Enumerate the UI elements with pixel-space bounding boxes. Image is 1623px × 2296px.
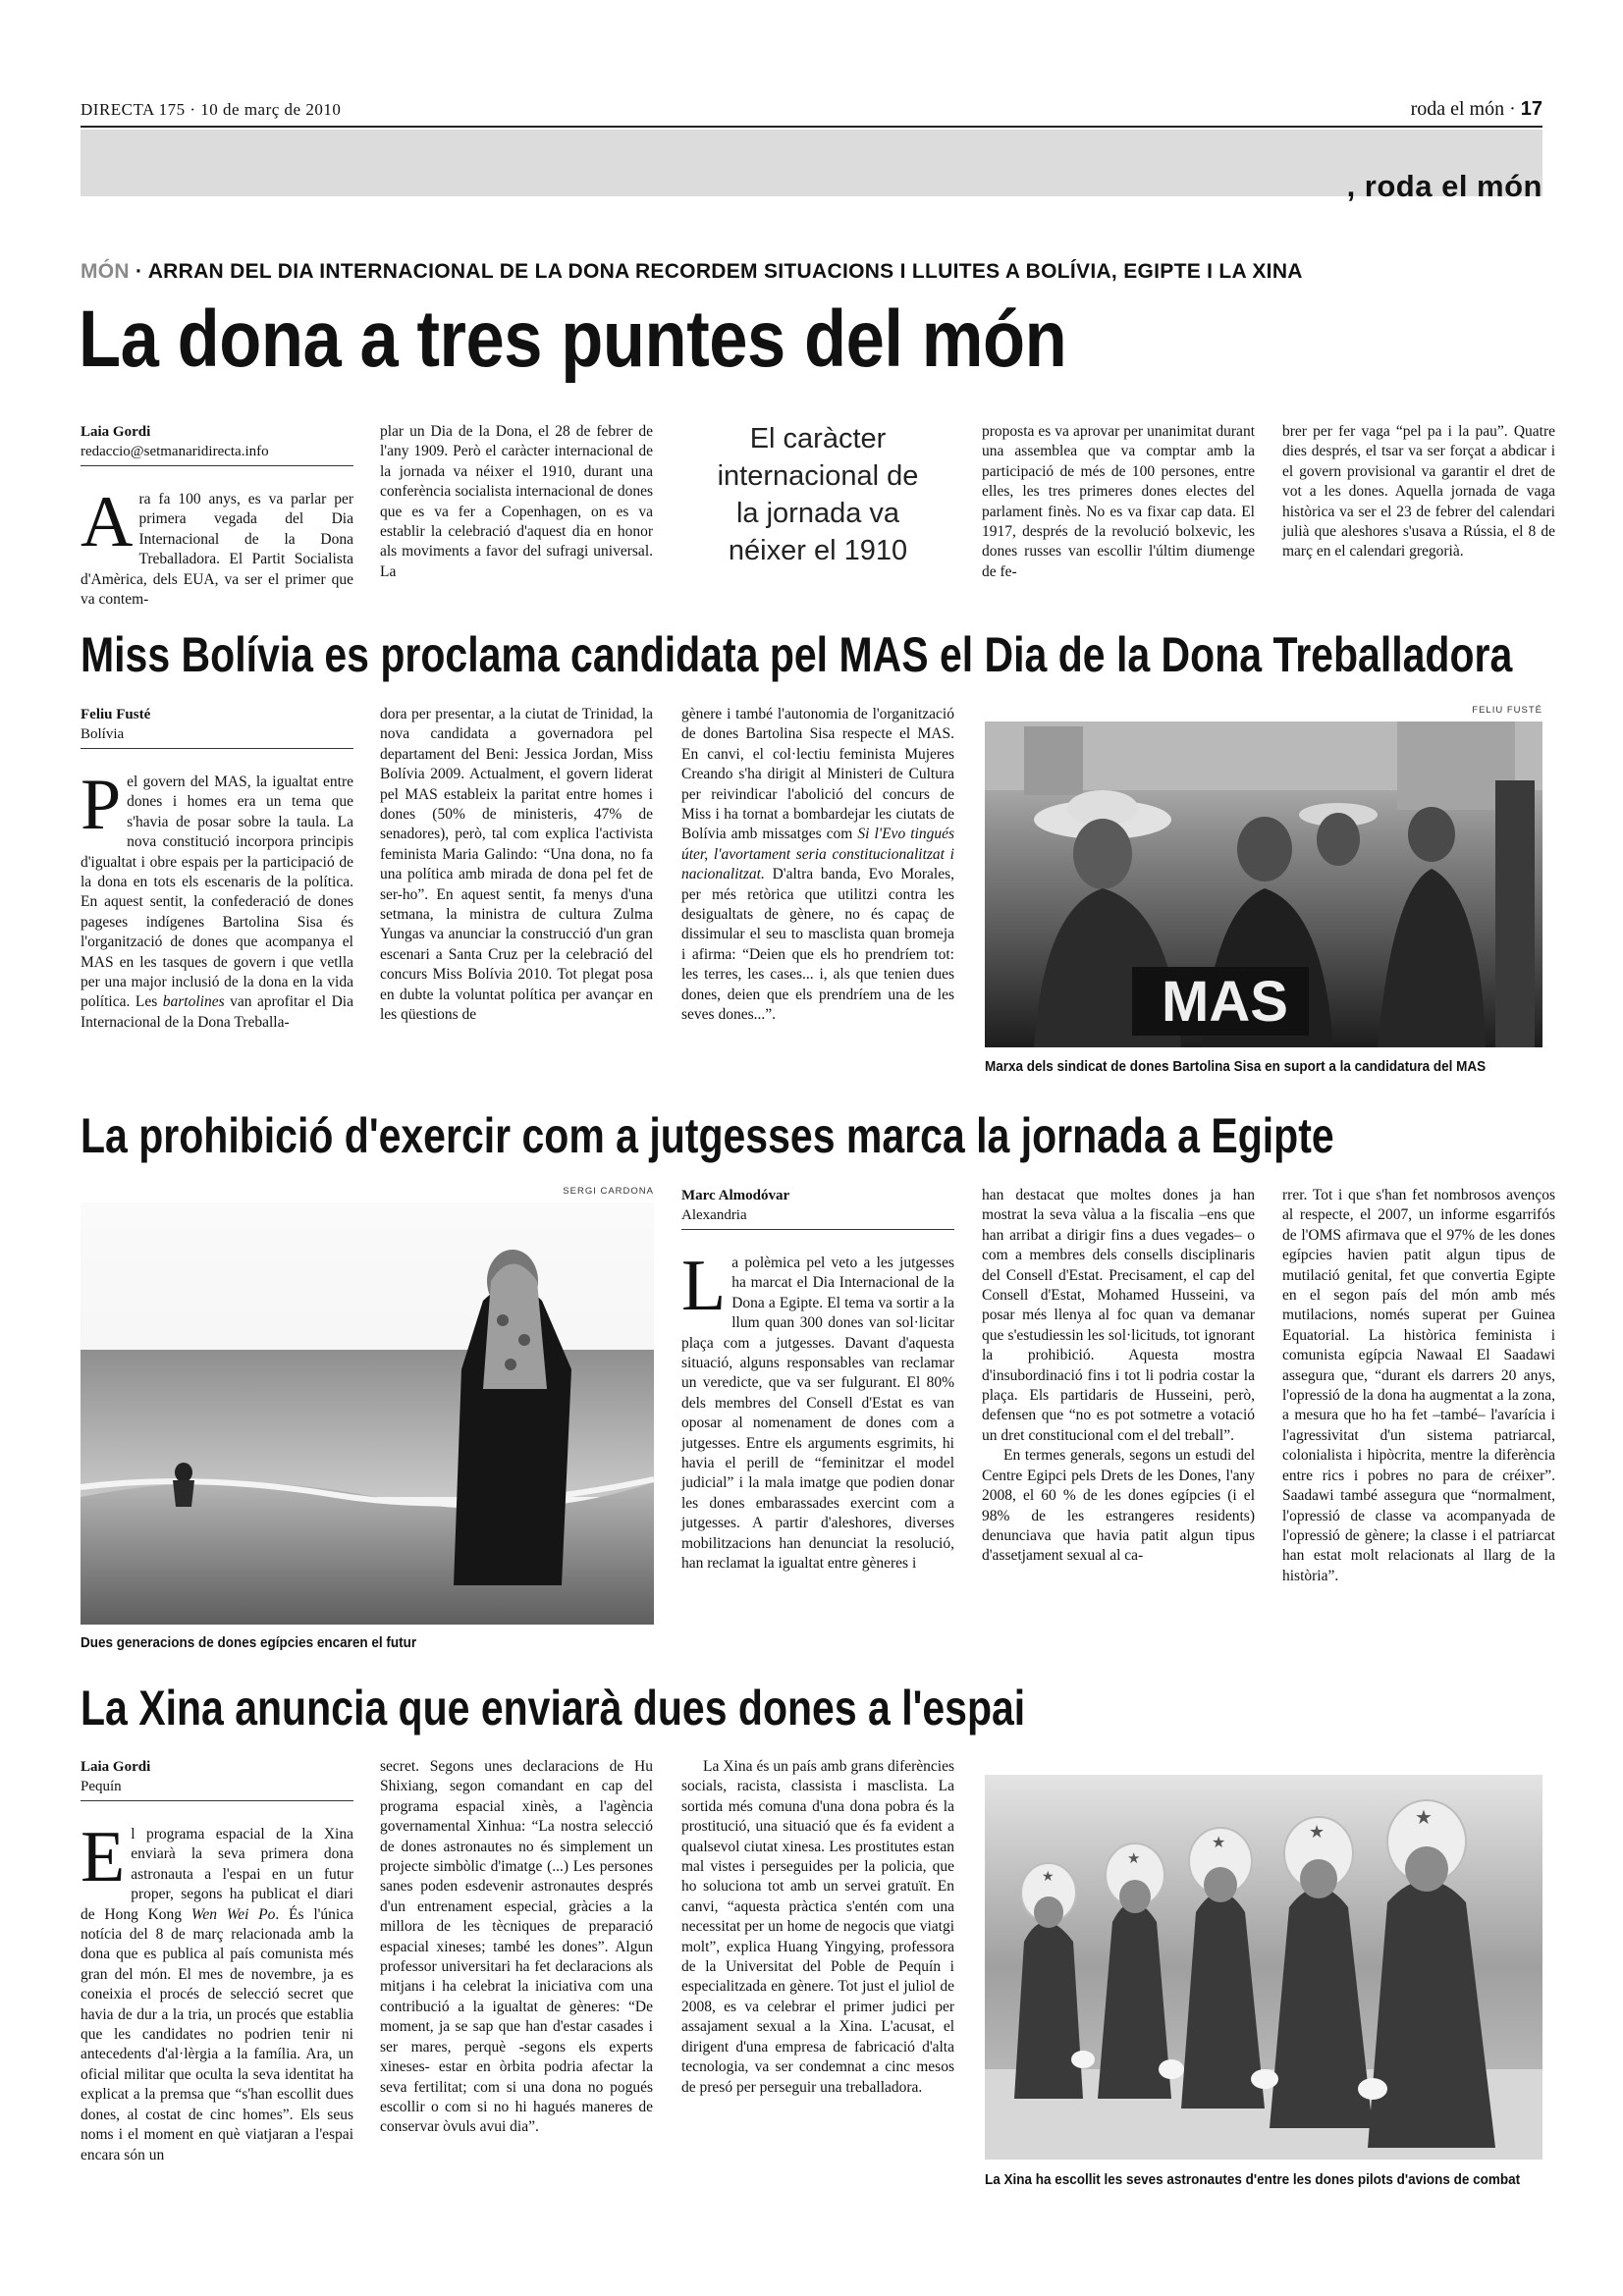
article3-photo-caption: Dues generacions de dones egípcies encaren el futur [81, 1634, 417, 1651]
article4-headline: La Xina anuncia que enviarà dues dones a l'espai [81, 1681, 1026, 1735]
running-head-section [1411, 98, 1542, 121]
article1-author: Laia Gordi [81, 424, 151, 440]
article2-text-3-em: Si l'Evo tingués úter, l'avortament seria constitucionalitzat i nacionalitzat. [681, 826, 954, 883]
article3-photo-credit: SERGI CARDONA [563, 1186, 654, 1197]
article1-text-4: proposta es va aprovar per unanimitat durant una assemblea que va comptar amb la participació de més de 100 persones, entre elles, les tres primeres dones electes del parlament finès. No es va fixar cap data. El 1917, després de la revolució bolxevic, les dones russes van escollir l'últim diumenge de fe- [982, 423, 1255, 580]
main-headline: La dona a tres puntes del món [79, 294, 1067, 384]
article1-drop-cap: A [81, 482, 134, 562]
kicker-section: MÓN [81, 260, 130, 283]
china-astronauts-photo [985, 1775, 1542, 2160]
article4-place: Pequín [81, 1779, 122, 1794]
article1-text-5: brer per fer vaga “pel pa i la pau”. Quatre dies després, el tsar va ser forçat a abdicar i el govern provisional va garantir el dret de vot a les dones. Aquella jornada de vaga històrica va ser el 23 de febrer del calendari julià que aleshores s'usava a Rússia, el 8 de març en el calendari gregorià. [1282, 423, 1555, 561]
article2-headline: Miss Bolívia es proclama candidata pel MAS el Dia de la Dona Treballadora [81, 627, 1513, 682]
article2-col3 [681, 705, 954, 1078]
article3-col1 [681, 1186, 954, 1647]
section-band [81, 130, 1542, 196]
article3-byline [681, 1186, 954, 1225]
article2-text-2: dora per presentar, a la ciutat de Trinidad, la nova candidata a governadora pel departament del Beni: Jessica Jordan, Miss Bolívia 2009. Actualment, el govern liderat pel MAS estableix la paritat entre homes i dones (50% de ministeris, 47% de senadores), però, tal com explica l'activista feminista Maria Galindo: “Una dona, no fa una política amb mirada de dona pel fet de ser-ho”. En aquest sentit, fa menys d'una setmana, la ministra de cultura Zulma Yungas va anunciar la construcció d'un gran escenari a Santa Cruz per la celebració del concurs Miss Bolívia 2010. Tot plegat posa en dubte la voluntat política per avançar en les qüestions de [380, 706, 653, 1024]
article2-col1 [81, 705, 353, 1078]
article2-photo-credit: FELIU FUSTÉ [1472, 705, 1542, 716]
article4-text-2: secret. Segons unes declaracions de Hu Shixiang, segon comandant en cap del programa espacial xinès, a l'agència governamental Xinhua: “La nostra selecció de dones astronautes no és simplement un projecte simbòlic d'imatge (...) Les persones sanes poden esdevenir astronautes després d'un entrenament especial, gràcies a la millora de les tècniques de preparació espacial xineses; també les dones”. Algun professor universitari ha fet declaracions als mitjans i ha celebrat la iniciativa com una contribució a la igualtat de gèneres: “De moment, ja se sap que han d'estar casades i ser mares, perquè -segons els experts xineses- estar en òrbita podria afectar la seva fertilitat; com si una dona no pogués escollir o com si no hi hagués maneres de conservar òvuls avui dia”. [380, 1758, 653, 2136]
article4-drop-cap: E [81, 1817, 126, 1897]
article3-text-1: a polèmica pel veto a les jutgesses ha marcat el Dia Internacional de la Dona a Egipte. El tema va sortir a la llum quan 300 dones van sol·licitar plaça com a jutgesses. Davant d'aquesta situació, alguns responsables van reclamar un veredicte, que va ser fulgurant. El 80% dels membres del Consell d'Estat es van oposar al nomenament de dones com a jutgesses. Entre els arguments esgrimits, hi havia el perill de “feminitzar el model judicial” i la mala imatge que podien donar les dones embarassades exercint com a jutgesses. A partir d'aleshores, diverses mobilitzacions han denunciat la resolució, han reclamat la igualtat entre gèneres i [681, 1255, 954, 1573]
article4-text-1-em: Wen Wei Po [190, 1905, 276, 1923]
article2-byline [81, 705, 353, 744]
kicker-text: · ARRAN DEL DIA INTERNACIONAL DE LA DONA RECORDEM SITUACIONS I LLUITES A BOLÍVIA, EGIPTE I LA XINA [129, 260, 1303, 283]
article4-text-1b: . És l'única notícia del 8 de març relacionada amb la dona que es publica al país comunista més gran del món. El mes de novembre, ja es coneixia el procés de selecció secret que havia de dur a la tria, un procés que establia que les candidates no podrien tenir ni antecedents d'al·lèrgia a la família. Ara, un oficial militar que oculta la seva identitat ha explicat a la premsa que “s'han escollit dues dones, al costat de cinc homes”. Els seus noms i el moment en què viatjaran a l'espai encara són un [81, 1905, 353, 2163]
article1-text-2: plar un Dia de la Dona, el 28 de febrer de l'any 1909. Però el caràcter internacional de la jornada va néixer el 1910, durant una conferència socialista internacional de dones que es va fer a Copenhagen, on es va establir la celebració d'aquest dia en honor als moviments a favor del sufragi universal. La [380, 423, 653, 580]
article2-col2 [380, 705, 653, 1078]
article2-byline-rule [81, 748, 353, 749]
article1-col5 [1282, 422, 1555, 597]
article3-text-2a: han destacat que moltes dones ja han mostrat la seva vàlua a la fiscalia –ens que han arribat a dirigir fins a dues vegades– o com a membres dels consells disciplinaris del Consell d'Estat. Precisament, el cap del Consell d'Estat, Mohamed Husseini, va posar més llenya al foc quan va demanar que s'estudiessin les sol·licituds, tot ignorant la prohibició. Aquesta mostra d'insubordinació fins i tot li podria costar la plaça. Els partidaris de Husseini, però, defensen que “no es pot sotmetre a votació un dret constitucional com el del treball”. [982, 1187, 1255, 1444]
page-number: 17 [1520, 98, 1542, 120]
article1-text-1: ra fa 100 anys, es va parlar per primera vegada del Dia Internacional de la Dona Treballadora. El Partit Socialista d'Amèrica, dels EUA, va ser el primer que va contem- [81, 491, 353, 609]
header-rule [81, 126, 1542, 128]
article3-place: Alexandria [681, 1207, 747, 1223]
article4-col3 [681, 1757, 954, 2228]
kicker [81, 260, 1303, 284]
svg-text:★: ★ [1127, 1849, 1141, 1867]
svg-text:★: ★ [1212, 1833, 1226, 1851]
article4-author: Laia Gordi [81, 1759, 151, 1775]
bolivia-march-photo [985, 721, 1542, 1047]
svg-text:★: ★ [1042, 1869, 1055, 1885]
article1-col2 [380, 422, 653, 597]
article3-col3 [1282, 1186, 1555, 1647]
article1-pullquote: El caràcter internacional de la jornada va néixer el 1910 [717, 423, 919, 566]
article2-text-3a: gènere i també l'autonomia de l'organització de dones Bartolina Sisa respecte el MAS. En canvi, el col·lectiu feminista Mujeres Creando s'ha dirigit al Ministeri de Cultura per reivindicar l'abolició del concurs de Miss i ha tornat a bombardejar les ciutats de Bolívia amb missatges com [681, 706, 954, 843]
svg-text:MAS: MAS [1162, 970, 1288, 1034]
article2-place: Bolívia [81, 726, 125, 742]
article3-drop-cap: L [681, 1246, 727, 1326]
article3-byline-rule [681, 1229, 954, 1230]
article1-byline [81, 422, 353, 461]
article2-photo-caption: Marxa dels sindicat de dones Bartolina Sisa en suport a la candidatura del MAS [985, 1058, 1487, 1075]
article3-text-3: rrer. Tot i que s'han fet nombrosos avenços al respecte, el 2007, un informe esgarrifós de l'OMS afirmava que el 97% de les dones egípcies havien patit algun tipus de mutilació genital, fet que convertia Egipte en el segon país del món amb més mutilacions, només superat per Guinea Equatorial. La històrica feminista i comunista egípcia Nawaal El Saadawi assegura que, “durant els darrers 20 anys, l'opressió de la dona ha augmentat a la zona, a mesura que ho ha fet –també– l'avarícia i l'agressivitat d'un sistema patriarcal, colonialista i hipòcrita, mentre la diferència entre rics i pobres no para de créixer”. Saadawi també assegura que “normalment, l'opressió de classe va acompanyada de l'opressió de gènere; la classe i el patriarcat han estat molt relacionats al llarg de la història”. [1282, 1187, 1555, 1584]
article4-text-1a: l programa espacial de la Xina enviarà la seva primera dona astronauta a l'espai en un futur proper, segons ha publicat el diari de Hong Kong [81, 1826, 353, 1923]
article4-byline-rule [81, 1800, 353, 1801]
running-head-issue: DIRECTA 175 · 10 de març de 2010 [81, 100, 342, 119]
article2-drop-cap: P [81, 765, 122, 845]
article4-byline [81, 1757, 353, 1796]
article2-text-1b: van aprofitar el Dia Internacional de la Dona Treballa- [81, 993, 353, 1031]
svg-text:★: ★ [1309, 1822, 1325, 1842]
article1-byline-rule [81, 465, 353, 466]
article4-col1 [81, 1757, 353, 2228]
svg-text:★: ★ [1415, 1805, 1433, 1829]
article1-email: redaccio@setmanaridirecta.info [81, 444, 269, 459]
bolivia-march-photo-art [985, 721, 1542, 1047]
egypt-beach-photo-art [81, 1202, 654, 1625]
article1-col1 [81, 422, 353, 609]
egypt-beach-photo [81, 1202, 654, 1625]
article3-text-2b: En termes generals, segons un estudi del Centre Egipci pels Drets de les Dones, l'any 2008, el 60 % de les dones egípcies (i el 98% de les estrangeres residents) denunciava que havia patit algun tipus d'assetjament sexual al ca- [982, 1447, 1255, 1565]
article4-photo-caption: La Xina ha escollit les seves astronautes d'entre les dones pilots d'avions de combat [985, 2171, 1521, 2188]
article2-text-1-em: bartolines [162, 993, 225, 1011]
article2-author: Feliu Fusté [81, 707, 151, 722]
article2-text-1a: el govern del MAS, la igualtat entre dones i homes era un tema que s'havia de posar sobre la taula. La nova constitució incorpora principis d'igualtat i obre espais per la participació de la dona en tots els escenaris de la política. En aquest sentit, la confederació de dones pageses indígenes Bartolina Sisa és l'organització de dones que acompanya el MAS en les tasques de govern i que vetlla per una major inclusió de la dona en la vida política. Les [81, 774, 353, 1011]
article4-text-3: La Xina és un país amb grans diferències socials, racista, classista i masclista. La sortida més comuna d'una dona pobra és la prostitució, una situació que és fa evident a qualsevol ciutat xinesa. Les prostitutes estan mal vistes i perseguides per la policia, que ho soluciona tot amb un servei gratuït. En canvi, “aquesta pràctica s'entén com una necessitat per un home de negocis que viatgi molt”, explica Huang Yingying, professora de la Universitat del Poble de Pequín i especialitzada en gènere. Tot just el juliol de 2008, es va celebrar el primer judici per assajament sexual a la Xina. L'acusat, el dirigent d'una empresa de fabricació d'alta tecnologia, va ser condemnat a cinc mesos de presó per perseguir una treballadora. [681, 1758, 954, 2096]
article2-text-3b: D'altra banda, Evo Morales, per més retòrica que utilitzi contra les desigualtats de gènere, no és capaç de dissimular el seu to masclista quan bromeja i afirma: “Deien que els ho prendríem tot: les terres, les cases... i, als que tenien dues dones, deien que els prendríem una de les seves dones...”. [681, 866, 954, 1024]
article3-author: Marc Almodóvar [681, 1188, 790, 1203]
article3-col2 [982, 1186, 1255, 1647]
article1-col4 [982, 422, 1255, 597]
article3-headline: La prohibició d'exercir com a jutgesses marca la jornada a Egipte [81, 1108, 1334, 1163]
china-astronauts-photo-art [985, 1775, 1542, 2160]
section-label: , roda el món [1346, 169, 1542, 203]
running-head-section-text: roda el món · [1410, 98, 1521, 120]
article4-col2 [380, 1757, 653, 2228]
